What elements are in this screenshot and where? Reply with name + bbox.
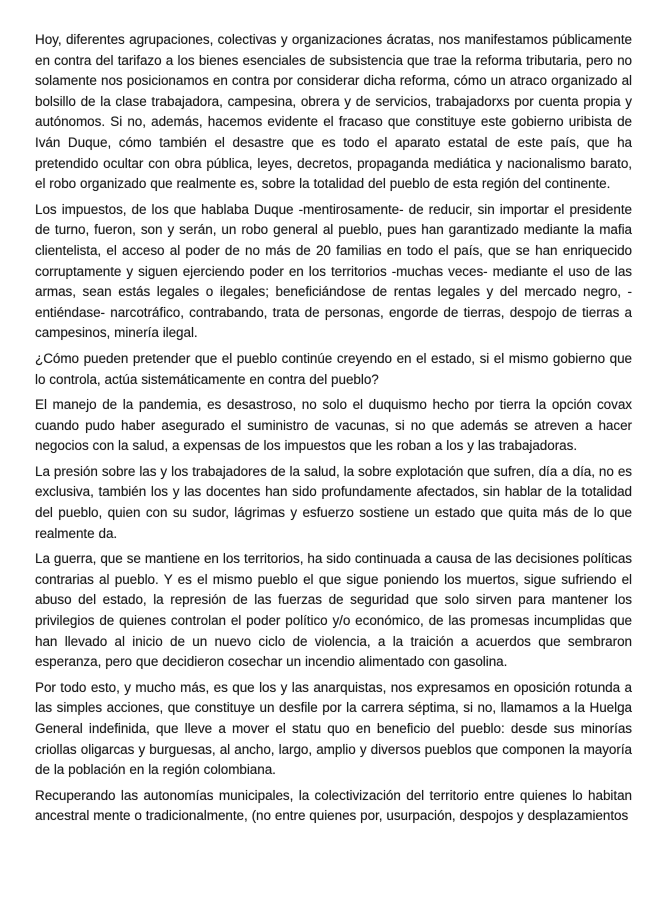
paragraph-huelga-general: Por todo esto, y mucho más, es que los y las anarquistas, nos expresamos en oposición rotunda a las simples acciones, que constituye un desfile por la carrera séptima, si no, llamamos a la Huelga General indefinida, que lleve a mover el statu quo en beneficio del pueblo: desde sus minorías criollas oligarcas y burguesas, al ancho, largo, amplio y diversos pueblos que componen la mayoría de la población en la región colombiana.	[35, 679, 632, 778]
paragraph-trabajadores-salud: La presión sobre las y los trabajadores de la salud, la sobre explotación que sufren, día a día, no es exclusiva, también los y las docentes han sido profundamente afectados, sin hablar de la totalidad del pueblo, quien con su sudor, lágrimas y esfuerzo sostiene un estado que quita más de lo que realmente da.	[35, 463, 632, 541]
paragraph-intro-tarifazo: Hoy, diferentes agrupaciones, colectivas y organizaciones ácratas, nos manifestamos públicamente en contra del tarifazo a los bienes esenciales de subsistencia que trae la reforma tributaria, pero no solamente nos posicionamos en contra por considerar dicha reforma, cómo un atraco organizado al bolsillo de la clase trabajadora, campesina, obrera y de servicios, trabajadorxs por cuenta propia y autónomos. Si no, además, hacemos evidente el fracaso que constituye este gobierno uribista de Iván Duque, cómo también el desastre que es todo el aparato estatal de este país, que ha pretendido ocultar con obra pública, leyes, decretos, propaganda mediática y nacionalismo barato, el robo organizado que realmente es, sobre la totalidad del pueblo de esta región del continente.	[35, 32, 632, 192]
paragraph-guerra: La guerra, que se mantiene en los territorios, ha sido continuada a causa de las decisiones políticas contrarias al pueblo. Y es el mismo pueblo el que sigue poniendo los muertos, sigue sufriendo el abuso del estado, la represión de las fuerzas de seguridad que solo sirven para mantener los privilegios de quienes controlan el poder político y/o económico, de las promesas incumplidas que han llevado al inicio de un nuevo ciclo de violencia, a la traición a acuerdos que sembraron esperanza, pero que decidieron cosechar un incendio alimentado con gasolina.	[35, 551, 632, 670]
paragraph-impuestos: Los impuestos, de los que hablaba Duque -mentirosamente- de reducir, sin importar el presidente de turno, fueron, son y serán, un robo general al pueblo, pues han garantizado mediante la mafia clientelista, el acceso al poder de no más de 20 familias en todo el país, que se han enriquecido corruptamente y siguen ejerciendo poder en los territorios -muchas veces- mediante el uso de las armas, sean estás legales o ilegales; beneficiándose de rentas legales y del mercado negro, - entiéndase- narcotráfico, contrabando, trata de personas, engorde de tierras, despojo de tierras a campesinos, minería ilegal.	[35, 201, 632, 341]
document-text-block	[35, 30, 632, 827]
paragraph-pandemia: El manejo de la pandemia, es desastroso, no solo el duquismo hecho por tierra la opción covax cuando pudo haber asegurado el suministro de vacunas, si no que además se atreven a hacer negocios con la salud, a expensas de los impuestos que les roban a los y las trabajadoras.	[35, 397, 632, 454]
paragraph-autonomias: Recuperando las autonomías municipales, la colectivización del territorio entre quienes lo habitan ancestral mente o tradicionalmente, (no entre quienes por, usurpación, despojos y desplazamientos	[35, 787, 632, 824]
paragraph-pregunta-estado: ¿Cómo pueden pretender que el pueblo continúe creyendo en el estado, si el mismo gobierno que lo controla, actúa sistemáticamente en contra del pueblo?	[35, 350, 632, 387]
